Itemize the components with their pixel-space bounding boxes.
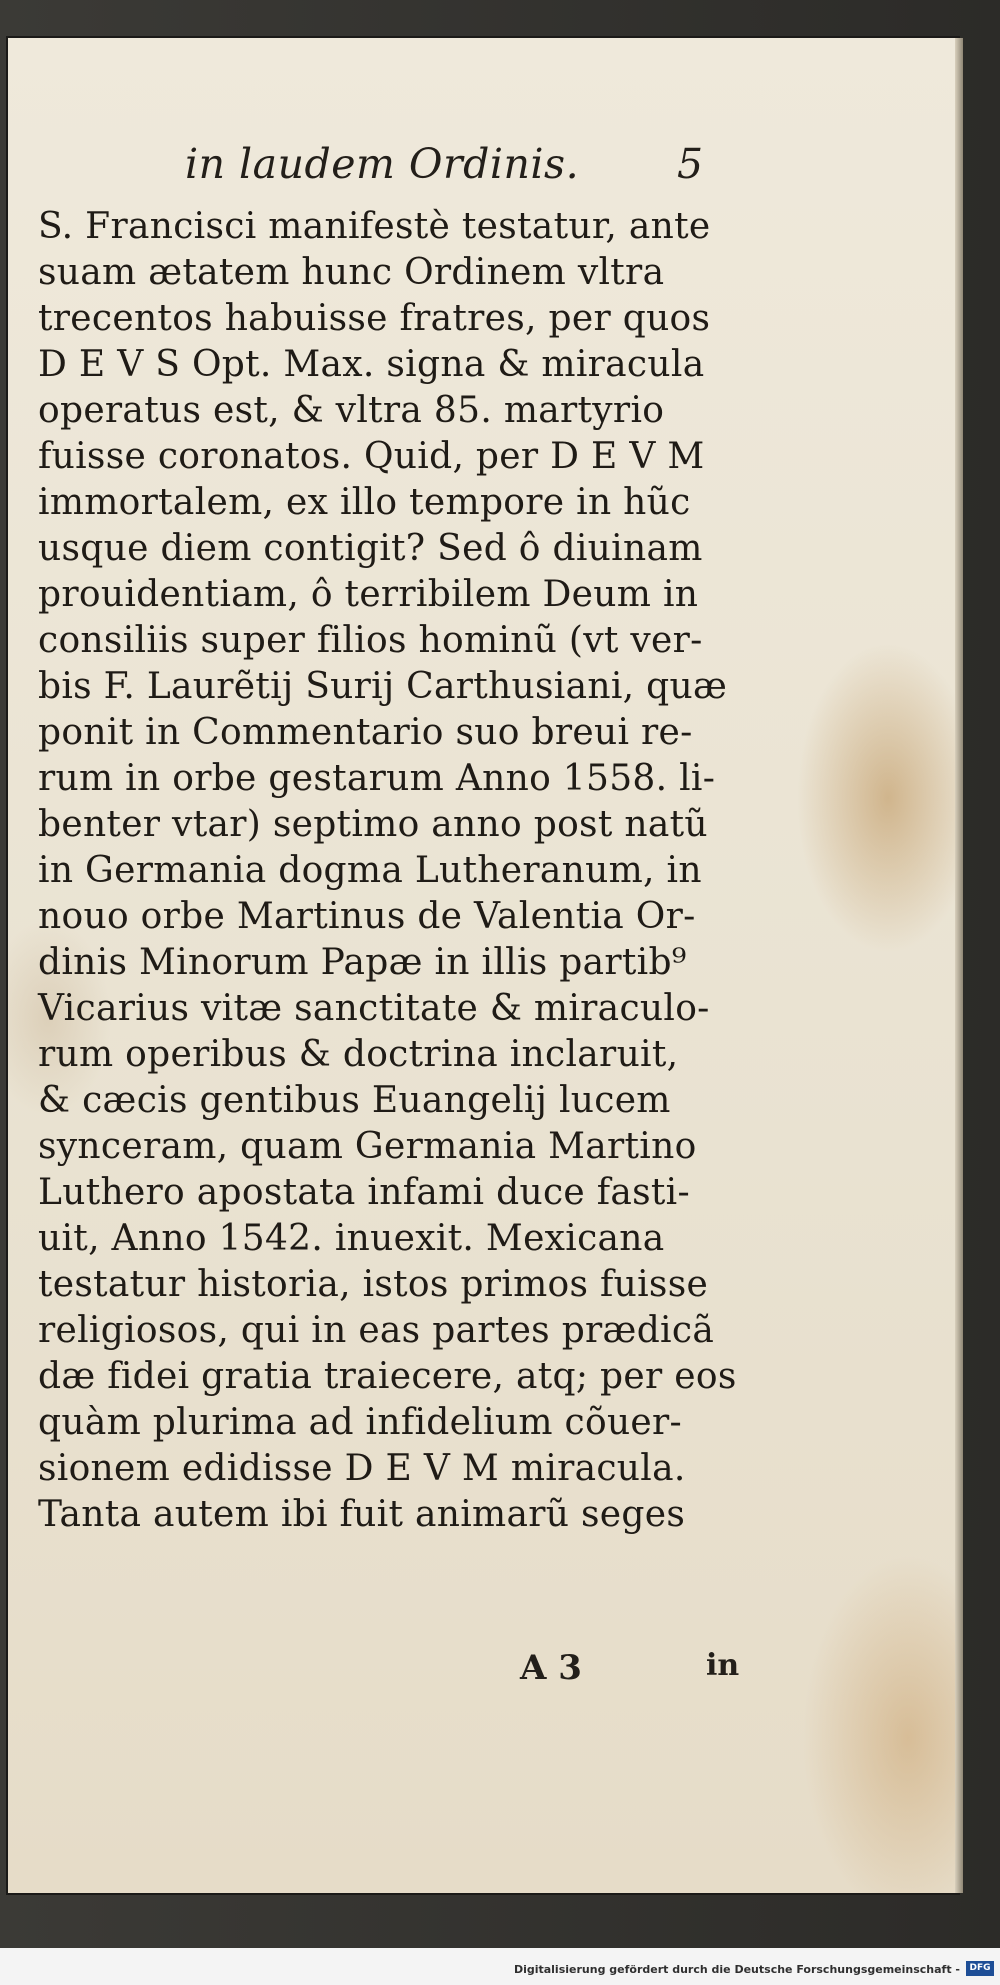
text-line: synceram, quam Germania Martino: [38, 1126, 697, 1167]
dfg-logo-icon: DFG: [966, 1961, 994, 1976]
text-line: dæ fidei gratia traiecere, atq; per eos: [38, 1356, 737, 1397]
text-line: immortalem, ex illo tempore in hũc: [38, 482, 691, 523]
text-line: Luthero apostata infami duce fasti-: [38, 1172, 690, 1213]
text-line: Vicarius vitæ sanctitate & miraculo-: [38, 988, 710, 1029]
text-line: benter vtar) septimo anno post natũ: [38, 804, 708, 845]
text-line: Tanta autem ibi fuit animarũ seges: [38, 1494, 686, 1535]
page-edge: [955, 38, 963, 1893]
text-line: trecentos habuisse fratres, per quos: [38, 298, 711, 339]
text-line: consiliis super filios hominũ (vt ver-: [38, 620, 703, 661]
text-line: uit, Anno 1542. inuexit. Mexicana: [38, 1218, 665, 1259]
text-line: dinis Minorum Papæ in illis partib⁹: [38, 942, 687, 983]
text-line: suam ætatem hunc Ordinem vltra: [38, 252, 665, 293]
text-line: religiosos, qui in eas partes prædicã: [38, 1310, 715, 1351]
text-line: bis F. Laurẽtij Surij Carthusiani, quæ: [38, 666, 728, 707]
text-line: fuisse coronatos. Quid, per D E V M: [38, 436, 705, 477]
page-number: 5: [677, 140, 704, 188]
text-line: rum in orbe gestarum Anno 1558. li-: [38, 758, 716, 799]
funding-credit: Digitalisierung gefördert durch die Deutsche Forschungsgemeinschaft -: [513, 1963, 960, 1976]
text-line: operatus est, & vltra 85. martyrio: [38, 390, 665, 431]
body-text: [38, 204, 758, 1538]
running-head: in laudem Ordinis.: [185, 140, 580, 188]
text-line: quàm plurima ad infidelium cõuer-: [38, 1402, 683, 1443]
catchword: in: [706, 1648, 740, 1683]
signature-mark: A 3: [520, 1648, 582, 1688]
text-line: D E V S Opt. Max. signa & miracula: [38, 344, 705, 385]
text-line: S. Francisci manifestè testatur, ante: [38, 206, 711, 247]
text-line: testatur historia, istos primos fuisse: [38, 1264, 709, 1305]
text-line: prouidentiam, ô terribilem Deum in: [38, 574, 699, 615]
text-line: in Germania dogma Lutheranum, in: [38, 850, 702, 891]
text-line: rum operibus & doctrina inclaruit,: [38, 1034, 679, 1075]
text-line: & cæcis gentibus Euangelij lucem: [38, 1080, 671, 1121]
text-line: sionem edidisse D E V M miracula.: [38, 1448, 686, 1489]
text-line: nouo orbe Martinus de Valentia Or-: [38, 896, 696, 937]
text-line: ponit in Commentario suo breui re-: [38, 712, 693, 753]
text-line: usque diem contigit? Sed ô diuinam: [38, 528, 703, 569]
